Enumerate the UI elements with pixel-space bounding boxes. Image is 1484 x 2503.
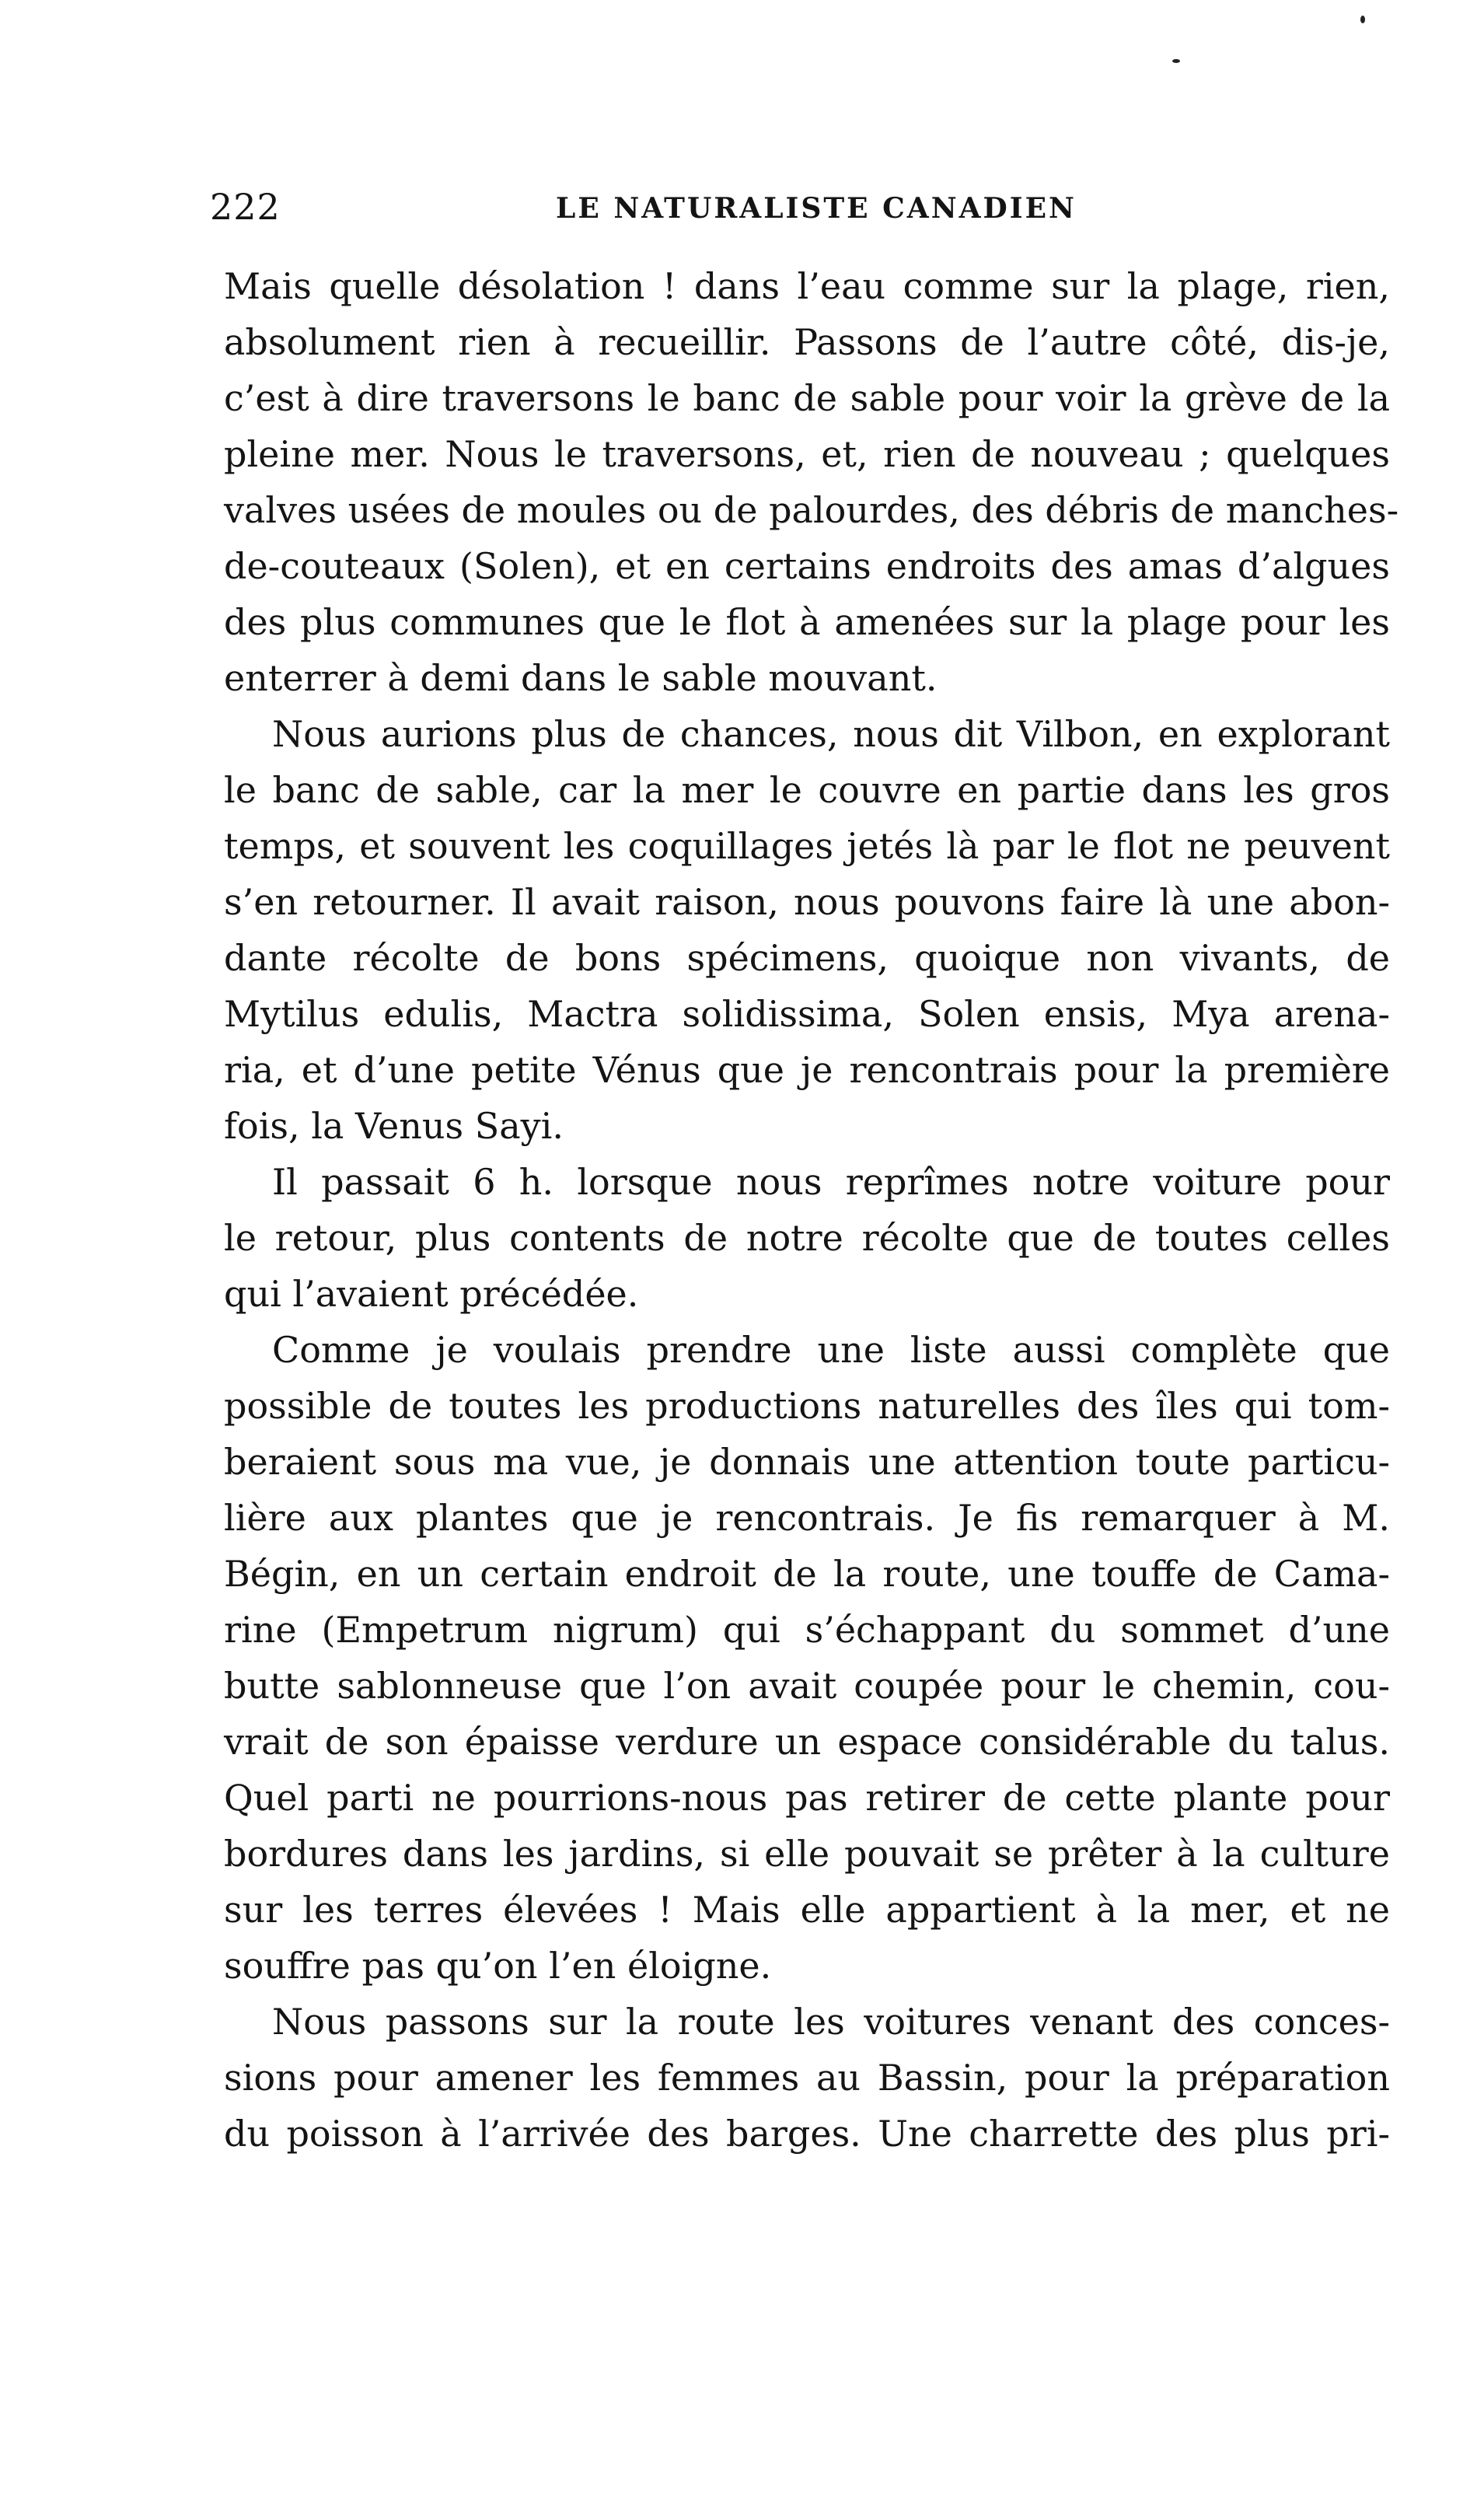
running-title: LE NATURALISTE CANADIEN	[556, 192, 1077, 225]
text-line: qui l’avaient précédée.	[224, 1273, 639, 1315]
text-line: vrait de son épaisse verdure un espace considérable du talus.	[224, 1721, 1390, 1763]
text-line: rine (Empetrum nigrum) qui s’échappant du sommet d’une	[224, 1609, 1390, 1651]
text-line: c’est à dire traversons le banc de sable pour voir la grève de la	[224, 377, 1390, 419]
text-line: Comme je voulais prendre une liste aussi complète que	[272, 1329, 1390, 1371]
text-line: Il passait 6 h. lorsque nous reprîmes notre voiture pour	[272, 1161, 1390, 1203]
text-line: possible de toutes les productions naturelles des îles qui tom-	[224, 1385, 1390, 1427]
text-line: Nous passons sur la route les voitures venant des conces-	[272, 2001, 1390, 2043]
text-line: Mytilus edulis, Mactra solidissima, Solen ensis, Mya arena-	[224, 993, 1390, 1035]
text-line: butte sablonneuse que l’on avait coupée pour le chemin, cou-	[224, 1665, 1390, 1707]
page-number: 222	[210, 186, 281, 228]
text-line: le retour, plus contents de notre récolte que de toutes celles	[224, 1217, 1390, 1259]
text-line: valves usées de moules ou de palourdes, des débris de manches-	[224, 489, 1399, 531]
page-body	[224, 258, 1399, 2162]
text-line: ria, et d’une petite Vénus que je rencontrais pour la première	[224, 1049, 1390, 1091]
text-line: sur les terres élevées ! Mais elle appartient à la mer, et ne	[224, 1889, 1390, 1931]
paragraph	[224, 258, 1399, 706]
text-line: absolument rien à recueillir. Passons de l’autre côté, dis-je,	[224, 321, 1390, 363]
text-line: souffre pas qu’on l’en éloigne.	[224, 1945, 772, 1987]
text-line: du poisson à l’arrivée des barges. Une charrette des plus pri-	[224, 2113, 1390, 2155]
text-line: fois, la Venus Sayi.	[224, 1105, 564, 1147]
paragraph	[224, 706, 1390, 1154]
text-line: beraient sous ma vue, je donnais une attention toute particu-	[224, 1441, 1390, 1483]
text-line: temps, et souvent les coquillages jetés là par le flot ne peuvent	[224, 825, 1390, 867]
text-line: sions pour amener les femmes au Bassin, pour la préparation	[224, 2057, 1390, 2099]
text-line: lière aux plantes que je rencontrais. Je fis remarquer à M.	[224, 1497, 1390, 1539]
paragraph	[224, 1154, 1390, 1322]
text-line: pleine mer. Nous le traversons, et, rien de nouveau ; quelques	[224, 433, 1390, 475]
text-line: des plus communes que le flot à amenées sur la plage pour les	[224, 601, 1390, 643]
paragraph	[224, 1322, 1390, 1994]
running-head	[210, 184, 1391, 238]
ink-speck	[1172, 59, 1180, 63]
text-line: Quel parti ne pourrions-nous pas retirer de cette plante pour	[224, 1777, 1390, 1819]
text-line: s’en retourner. Il avait raison, nous pouvons faire là une abon-	[224, 881, 1390, 923]
text-line: Bégin, en un certain endroit de la route, une touffe de Cama-	[224, 1553, 1390, 1595]
text-line: dante récolte de bons spécimens, quoique non vivants, de	[224, 937, 1390, 979]
text-line: le banc de sable, car la mer le couvre en partie dans les gros	[224, 769, 1390, 811]
text-line: bordures dans les jardins, si elle pouvait se prêter à la culture	[224, 1833, 1390, 1875]
text-line: Nous aurions plus de chances, nous dit Vilbon, en explorant	[272, 713, 1390, 755]
text-line: de-couteaux (Solen), et en certains endroits des amas d’algues	[224, 545, 1390, 587]
text-line: Mais quelle désolation ! dans l’eau comme sur la plage, rien,	[224, 265, 1390, 307]
ink-speck	[1360, 16, 1365, 23]
text-line: enterrer à demi dans le sable mouvant.	[224, 657, 938, 699]
paragraph	[224, 1994, 1390, 2162]
